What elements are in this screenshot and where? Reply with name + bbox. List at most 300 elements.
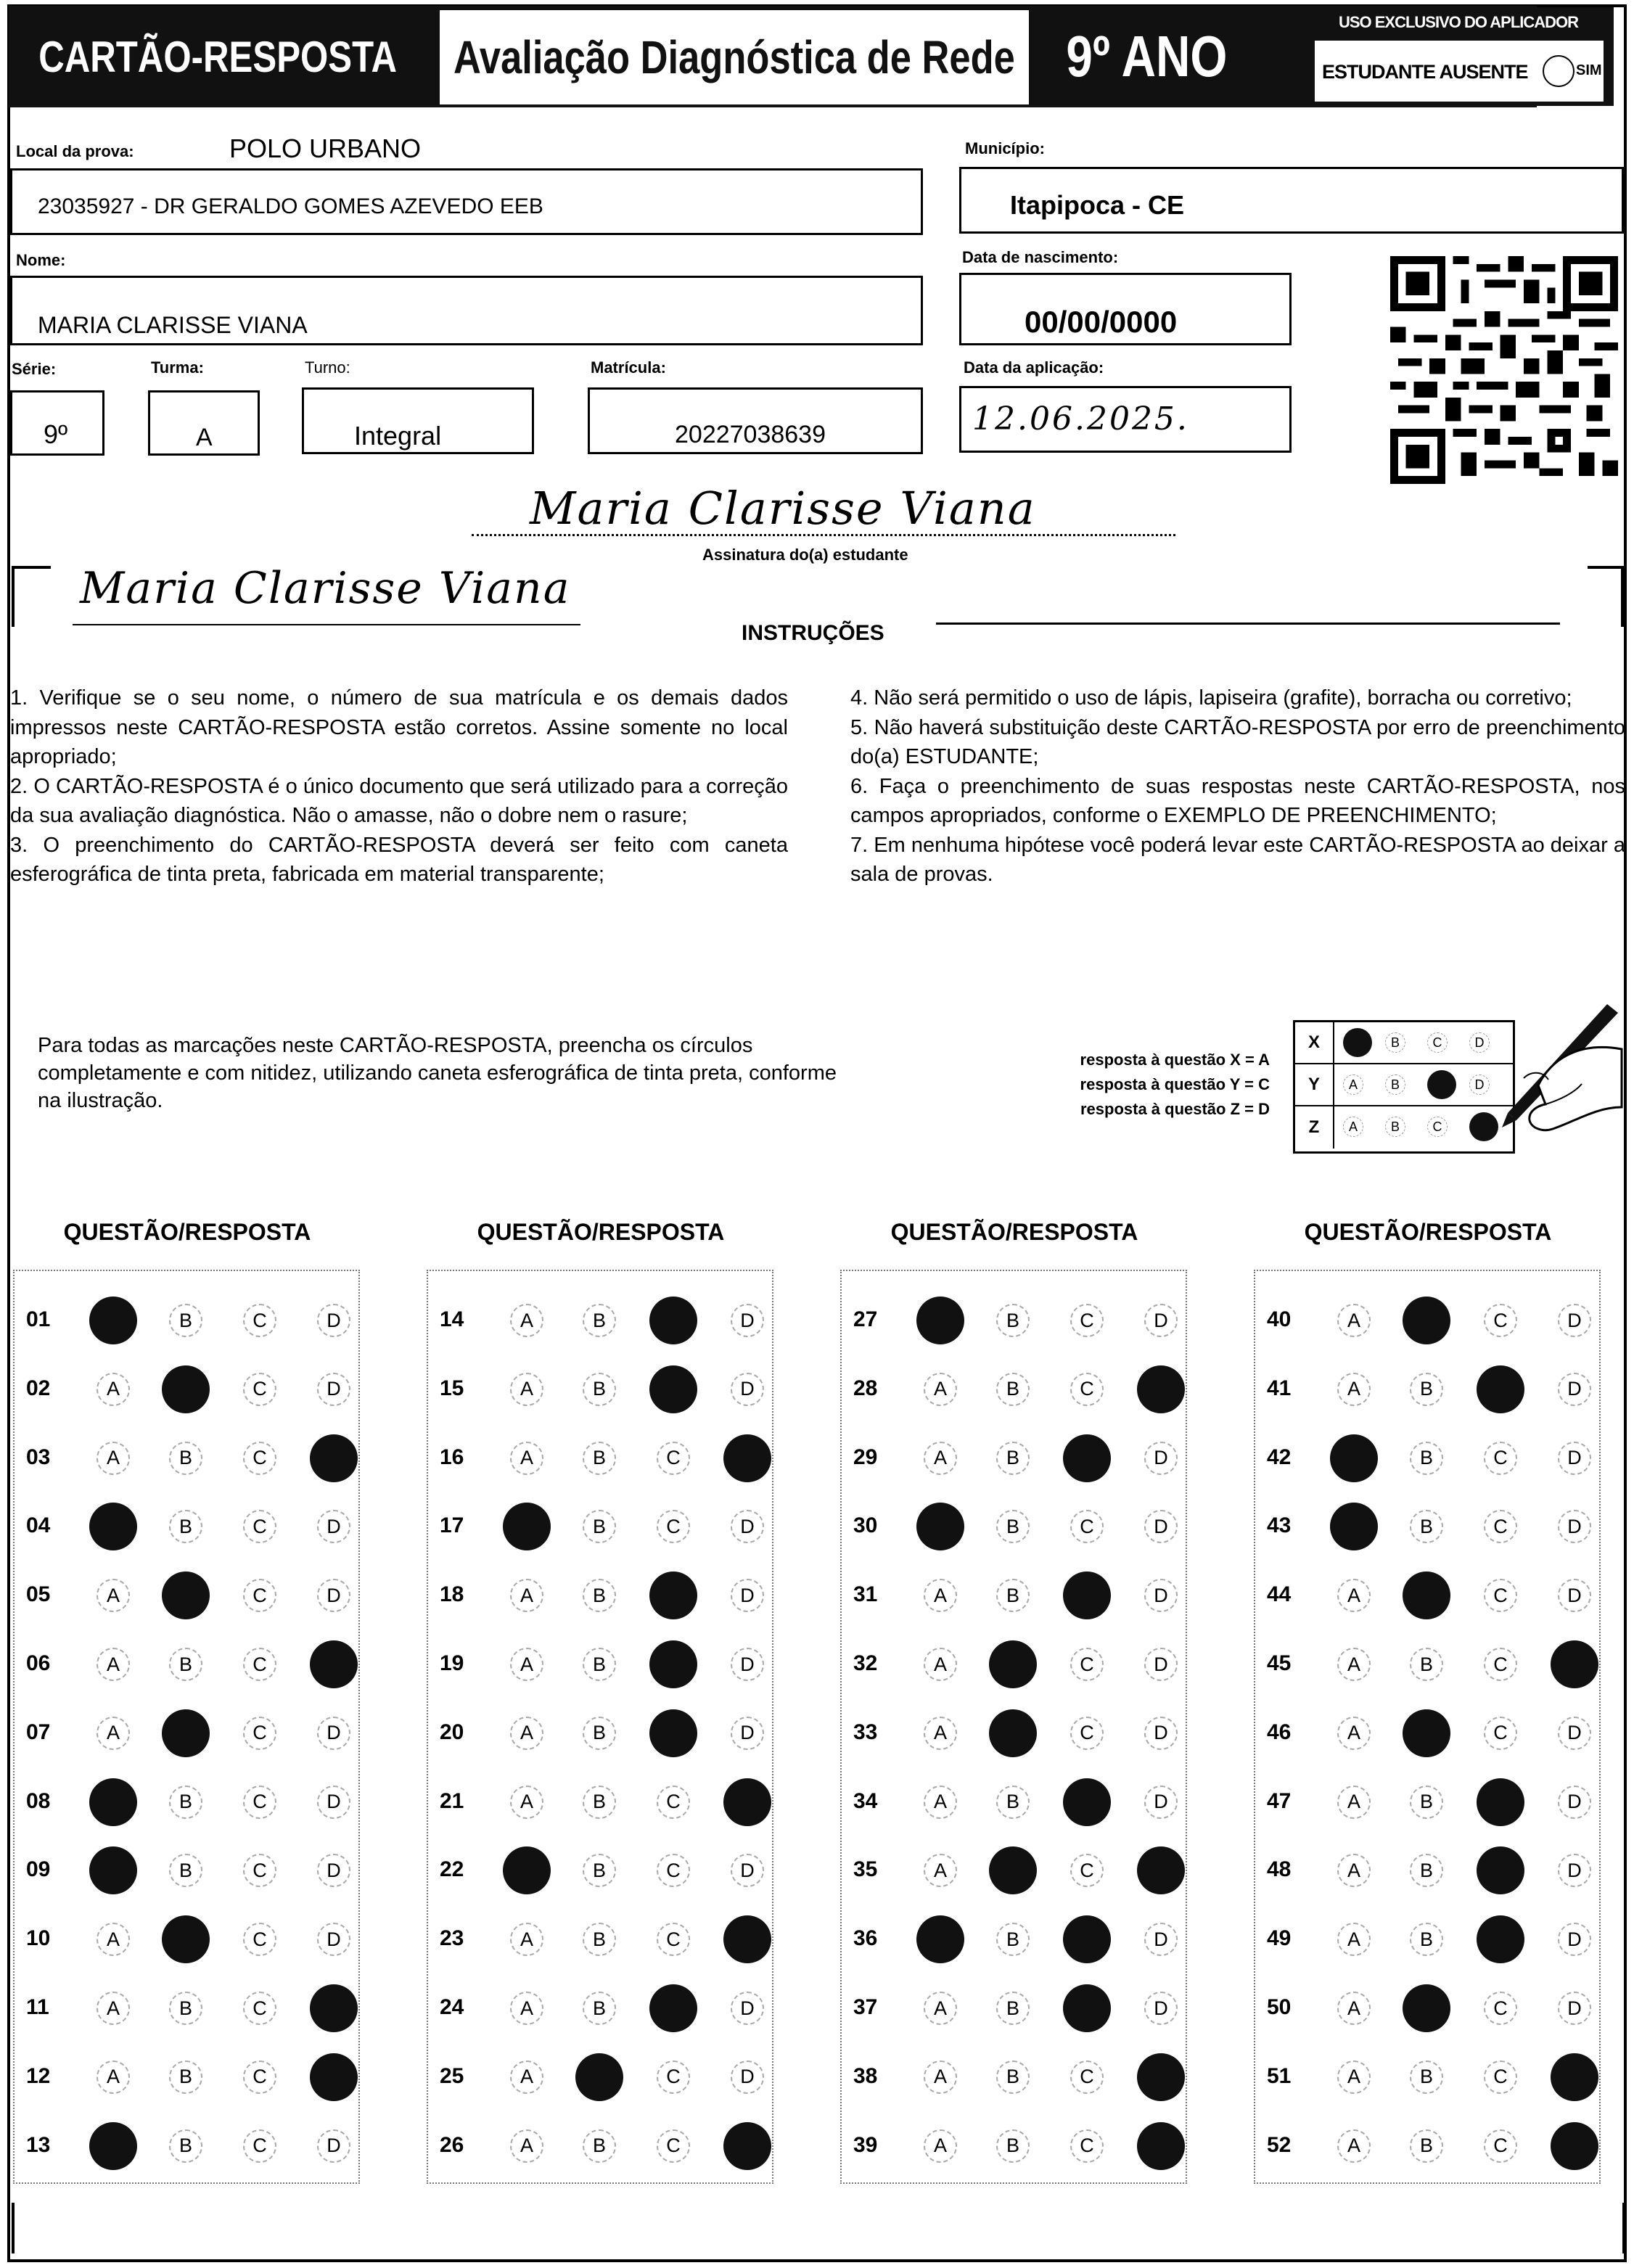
answer-bubble[interactable]: A (510, 2129, 543, 2163)
answer-bubble[interactable]: D (731, 1992, 764, 2025)
nascimento-value: 00/00/0000 (1025, 305, 1178, 339)
example-line-z: resposta à questão Z = D (1080, 1100, 1270, 1118)
example-bubble: C (1427, 1117, 1448, 1137)
answer-bubble-filled[interactable] (503, 1503, 551, 1550)
answer-bubble[interactable]: C (1070, 2060, 1104, 2094)
answer-bubble[interactable]: B (1410, 2060, 1443, 2094)
signature-caption: Assinatura do(a) estudante (702, 546, 908, 564)
answer-bubble[interactable]: B (583, 1786, 616, 1819)
answer-bubble-filled[interactable] (89, 1503, 137, 1550)
answer-bubble[interactable]: D (1558, 1786, 1591, 1819)
answer-bubble[interactable]: A (1337, 1373, 1371, 1406)
example-bubble-filled (1427, 1070, 1456, 1099)
answer-bubble[interactable]: C (243, 1854, 276, 1887)
answer-bubble[interactable]: B (583, 1304, 616, 1337)
answer-bubble[interactable]: A (924, 1854, 957, 1887)
answer-bubble[interactable]: B (1410, 1373, 1443, 1406)
answer-bubble[interactable]: B (1410, 1854, 1443, 1887)
answer-bubble[interactable]: D (731, 1373, 764, 1406)
answer-bubble[interactable]: B (583, 1923, 616, 1956)
answer-bubble[interactable]: B (996, 1304, 1030, 1337)
municipio-value: Itapipoca - CE (1010, 190, 1185, 220)
example-bubble: B (1385, 1075, 1405, 1095)
answer-bubble[interactable]: C (1070, 1717, 1104, 1750)
question-number: 30 (853, 1513, 878, 1538)
nome-value: MARIA CLARISSE VIANA (38, 312, 308, 338)
answer-bubble[interactable]: A (924, 1648, 957, 1681)
answer-bubble[interactable]: A (1337, 1717, 1371, 1750)
example-line-x: resposta à questão X = A (1080, 1051, 1270, 1069)
answer-bubble-filled[interactable] (649, 1709, 697, 1757)
answer-bubble[interactable]: C (1484, 1648, 1517, 1681)
answer-bubble[interactable]: D (731, 1648, 764, 1681)
answer-bubble[interactable]: A (97, 1648, 130, 1681)
question-number: 01 (26, 1307, 51, 1331)
fill-note: Para todas as marcações neste CARTÃO-RESPOSTA, preencha os círculos completamente e com nitidez, utilizando caneta esferográfica de tinta preta, conforme na ilustração. (38, 1034, 837, 1112)
answer-bubble[interactable]: A (924, 1373, 957, 1406)
answer-bubble-filled[interactable] (723, 2122, 771, 2170)
answer-bubble-filled[interactable] (1137, 1365, 1185, 1413)
turno-value: Integral (354, 421, 442, 451)
question-number: 47 (1267, 1788, 1292, 1813)
answer-bubble[interactable]: A (924, 1579, 957, 1612)
answer-bubble[interactable]: B (169, 2129, 202, 2163)
answer-bubble[interactable]: B (996, 1579, 1030, 1612)
answer-bubble[interactable]: C (243, 1786, 276, 1819)
answer-bubble-filled[interactable] (1137, 2122, 1185, 2170)
answer-bubble[interactable]: B (583, 1992, 616, 2025)
answer-bubble[interactable]: B (169, 1992, 202, 2025)
answer-bubble-filled[interactable] (723, 1915, 771, 1963)
answer-bubble[interactable]: A (97, 1923, 130, 1956)
instr-rule-right (936, 623, 1560, 625)
student-signature: Maria Clarisse Viana (530, 482, 1036, 535)
matricula-label: Matrícula: (591, 358, 666, 377)
question-number: 41 (1267, 1376, 1292, 1400)
answer-bubble-filled[interactable] (1403, 1709, 1450, 1757)
answer-bubble[interactable]: B (1410, 1923, 1443, 1956)
answer-bubble[interactable]: D (1144, 1992, 1178, 2025)
question-number: 09 (26, 1857, 51, 1882)
answer-bubble[interactable]: A (510, 1373, 543, 1406)
answer-bubble-filled[interactable] (1477, 1365, 1524, 1413)
answer-bubble[interactable]: A (97, 1579, 130, 1612)
example-bubble: B (1385, 1032, 1405, 1053)
question-number: 28 (853, 1376, 878, 1400)
answer-bubble[interactable]: B (996, 1510, 1030, 1543)
answer-bubble[interactable]: A (924, 2060, 957, 2094)
answer-bubble[interactable]: C (657, 1854, 690, 1887)
answer-bubble[interactable]: D (1558, 1579, 1591, 1612)
example-bubble: B (1385, 1117, 1405, 1137)
instructions-title: INSTRUÇÕES (742, 621, 884, 645)
column-header: QUESTÃO/RESPOSTA (890, 1219, 1138, 1245)
nome-label: Nome: (16, 251, 66, 269)
answer-bubble[interactable]: D (731, 1510, 764, 1543)
answer-bubble-filled[interactable] (89, 1778, 137, 1826)
answer-bubble[interactable]: B (169, 1786, 202, 1819)
question-number: 52 (1267, 2132, 1292, 2157)
answer-bubble[interactable]: A (1337, 1992, 1371, 2025)
question-number: 43 (1267, 1513, 1292, 1538)
question-number: 49 (1267, 1926, 1292, 1951)
answer-bubble-filled[interactable] (1137, 1846, 1185, 1894)
answer-bubble-filled[interactable] (1137, 2053, 1185, 2101)
answer-bubble[interactable]: C (243, 1648, 276, 1681)
answer-bubble[interactable]: A (97, 1717, 130, 1750)
answer-bubble-filled[interactable] (1063, 1915, 1111, 1963)
answer-bubble[interactable]: A (1337, 1923, 1371, 1956)
example-row-label: Z (1295, 1106, 1334, 1149)
answer-bubble[interactable]: B (169, 2060, 202, 2094)
answer-bubble[interactable]: A (1337, 1854, 1371, 1887)
answer-bubble[interactable]: A (97, 1442, 130, 1475)
question-number: 11 (26, 1995, 49, 2019)
answer-bubble[interactable]: A (510, 2060, 543, 2094)
answer-bubble[interactable]: C (657, 1786, 690, 1819)
answer-bubble-filled[interactable] (916, 1503, 964, 1550)
column-header: QUESTÃO/RESPOSTA (477, 1219, 725, 1245)
instruction-2: 2. O CARTÃO-RESPOSTA é o único documento que será utilizado para a correção da sua avaliação diagnóstica. Não o amasse, não o dobre nem o rasure; (10, 774, 788, 827)
question-number: 23 (440, 1926, 464, 1951)
answer-bubble-filled[interactable] (1477, 1778, 1524, 1826)
question-number: 21 (440, 1788, 464, 1813)
answer-bubble-filled[interactable] (723, 1434, 771, 1482)
answer-bubble[interactable]: B (169, 1854, 202, 1887)
column-header: QUESTÃO/RESPOSTA (1304, 1219, 1552, 1245)
answer-bubble-filled[interactable] (723, 1778, 771, 1826)
answer-bubble[interactable]: A (924, 2129, 957, 2163)
question-number: 15 (440, 1376, 464, 1400)
answer-bubble[interactable]: A (924, 1992, 957, 2025)
answer-bubble[interactable]: B (583, 1442, 616, 1475)
answer-bubble-filled[interactable] (916, 1915, 964, 1963)
example-bubble: C (1427, 1032, 1448, 1053)
answer-bubble-filled[interactable] (1403, 1297, 1450, 1344)
answer-bubble[interactable]: D (1144, 1442, 1178, 1475)
instruction-3: 3. O preenchimento do CARTÃO-RESPOSTA deverá ser feito com caneta esferográfica de tinta preta, fabricada em material transparente; (10, 833, 788, 886)
answer-bubble[interactable]: C (1484, 1579, 1517, 1612)
answer-bubble[interactable]: C (243, 1717, 276, 1750)
answer-bubble-filled[interactable] (1063, 1434, 1111, 1482)
question-number: 46 (1267, 1720, 1292, 1744)
answer-bubble[interactable]: D (1144, 1304, 1178, 1337)
answer-bubble[interactable]: C (657, 2129, 690, 2163)
answer-bubble[interactable]: D (317, 1510, 350, 1543)
example-bubble: D (1469, 1075, 1490, 1095)
answer-bubble[interactable]: C (243, 1992, 276, 2025)
answer-bubble-filled[interactable] (1477, 1915, 1524, 1963)
question-number: 05 (26, 1582, 51, 1607)
school-value: 23035927 - DR GERALDO GOMES AZEVEDO EEB (38, 194, 543, 218)
answer-bubble[interactable]: C (1070, 1854, 1104, 1887)
answer-bubble[interactable]: B (996, 1373, 1030, 1406)
answer-bubble[interactable]: C (243, 1510, 276, 1543)
answer-bubble[interactable]: B (583, 1717, 616, 1750)
answer-bubble-filled[interactable] (310, 1984, 358, 2032)
answer-bubble[interactable]: D (317, 1579, 350, 1612)
answer-bubble[interactable]: D (317, 1717, 350, 1750)
answer-bubble[interactable]: C (243, 1923, 276, 1956)
question-number: 36 (853, 1926, 878, 1951)
answer-bubble-filled[interactable] (1551, 2053, 1598, 2101)
answer-bubble[interactable]: C (1484, 1992, 1517, 2025)
instruction-4: 4. Não será permitido o uso de lápis, lapiseira (grafite), borracha ou corretivo; (850, 686, 1572, 710)
example-legend (1030, 1048, 1270, 1122)
answer-bubble[interactable]: D (731, 1579, 764, 1612)
answer-bubble-filled[interactable] (1551, 1640, 1598, 1688)
answer-bubble[interactable]: C (1484, 1510, 1517, 1543)
answer-bubble[interactable]: B (583, 1510, 616, 1543)
answer-bubble[interactable]: A (1337, 1786, 1371, 1819)
instructions-right (850, 683, 1625, 889)
answer-bubble[interactable]: B (583, 1579, 616, 1612)
answer-bubble-filled[interactable] (649, 1984, 697, 2032)
answer-bubble-filled[interactable] (989, 1640, 1037, 1688)
question-number: 04 (26, 1513, 51, 1538)
question-number: 44 (1267, 1582, 1292, 1607)
question-number: 18 (440, 1582, 464, 1607)
aplicacao-value: 12.06.2025. (972, 400, 1189, 437)
answer-bubble-filled[interactable] (649, 1365, 697, 1413)
answer-bubble[interactable]: C (1484, 1304, 1517, 1337)
answer-bubble[interactable]: C (1484, 1717, 1517, 1750)
turma-value: A (196, 424, 213, 451)
answer-bubble[interactable]: D (731, 1854, 764, 1887)
answer-bubble[interactable]: C (1484, 2060, 1517, 2094)
answer-bubble[interactable]: A (1337, 1579, 1371, 1612)
answer-bubble[interactable]: B (996, 1992, 1030, 2025)
answer-bubble[interactable]: C (657, 1510, 690, 1543)
question-number: 51 (1267, 2063, 1292, 2088)
question-number: 06 (26, 1651, 51, 1675)
answer-bubble[interactable]: C (657, 1923, 690, 1956)
answer-bubble-filled[interactable] (310, 1640, 358, 1688)
answer-bubble[interactable]: B (996, 1786, 1030, 1819)
example-bubble: D (1469, 1032, 1490, 1053)
answer-bubble[interactable]: B (583, 2129, 616, 2163)
answer-bubble[interactable]: D (1144, 1579, 1178, 1612)
answer-bubble[interactable]: A (510, 1717, 543, 1750)
answer-bubble[interactable]: D (1558, 1854, 1591, 1887)
answer-bubble[interactable]: B (169, 1648, 202, 1681)
question-number: 45 (1267, 1651, 1292, 1675)
answer-bubble[interactable]: B (1410, 1510, 1443, 1543)
answer-bubble[interactable]: A (510, 1923, 543, 1956)
answer-bubble[interactable]: A (510, 1786, 543, 1819)
nascimento-label: Data de nascimento: (962, 248, 1119, 266)
answer-bubble[interactable]: D (1558, 1373, 1591, 1406)
answer-bubble[interactable]: A (510, 1648, 543, 1681)
question-number: 38 (853, 2063, 878, 2088)
answer-bubble[interactable]: A (510, 1442, 543, 1475)
answer-bubble[interactable]: D (317, 2129, 350, 2163)
qr-code (1390, 254, 1618, 486)
answer-bubble[interactable]: D (1558, 1442, 1591, 1475)
instruction-6: 6. Faça o preenchimento de suas respostas neste CARTÃO-RESPOSTA, nos campos apropriados, conforme o EXEMPLO DE PREENCHIMENTO; (850, 774, 1625, 827)
question-number: 19 (440, 1651, 464, 1675)
answer-bubble[interactable]: A (924, 1717, 957, 1750)
question-number: 24 (440, 1995, 464, 2019)
answer-bubble[interactable]: C (1070, 1648, 1104, 1681)
question-number: 12 (26, 2063, 51, 2088)
question-number: 22 (440, 1857, 464, 1882)
answer-bubble-filled[interactable] (162, 1365, 210, 1413)
answer-bubble[interactable]: A (1337, 1304, 1371, 1337)
answer-bubble[interactable]: B (169, 1304, 202, 1337)
answer-bubble[interactable]: A (924, 1442, 957, 1475)
answer-bubble-filled[interactable] (89, 2122, 137, 2170)
answer-bubble[interactable]: C (1484, 1442, 1517, 1475)
answer-bubble[interactable]: A (1337, 1648, 1371, 1681)
answer-bubble[interactable]: C (243, 1442, 276, 1475)
example-row-label: Y (1295, 1064, 1334, 1105)
serie-value: 9º (44, 419, 68, 449)
answer-bubble[interactable]: B (996, 1442, 1030, 1475)
question-number: 34 (853, 1788, 878, 1813)
answer-bubble[interactable]: B (1410, 1442, 1443, 1475)
answer-bubble[interactable]: D (317, 1854, 350, 1887)
answer-bubble[interactable]: B (583, 1648, 616, 1681)
answer-bubble[interactable]: B (583, 1854, 616, 1887)
question-number: 40 (1267, 1307, 1292, 1331)
answer-bubble[interactable]: C (657, 2060, 690, 2094)
pen-hand-illustration (1473, 998, 1625, 1143)
answer-bubble[interactable]: D (1558, 1510, 1591, 1543)
answer-bubble-filled[interactable] (916, 1297, 964, 1344)
answer-bubble-filled[interactable] (503, 1846, 551, 1894)
answer-bubble[interactable]: B (996, 2060, 1030, 2094)
answer-bubble-filled[interactable] (162, 1571, 210, 1619)
answer-bubble-filled[interactable] (89, 1297, 137, 1344)
aplicacao-label: Data da aplicação: (964, 358, 1104, 377)
answer-bubble-filled[interactable] (649, 1571, 697, 1619)
answer-bubble[interactable]: D (317, 1373, 350, 1406)
answer-bubble[interactable]: C (1070, 1510, 1104, 1543)
answer-bubble[interactable]: A (97, 2060, 130, 2094)
answer-bubble[interactable]: D (317, 1786, 350, 1819)
question-number: 20 (440, 1720, 464, 1744)
question-number: 14 (440, 1307, 464, 1331)
card-title: CARTÃO-RESPOSTA (15, 12, 421, 102)
question-number: 29 (853, 1445, 878, 1469)
answer-bubble[interactable]: B (583, 1373, 616, 1406)
example-bubble: A (1343, 1117, 1363, 1137)
answer-bubble-filled[interactable] (162, 1709, 210, 1757)
signature-underline-2 (73, 624, 580, 625)
answer-bubble-filled[interactable] (310, 1434, 358, 1482)
answer-bubble[interactable]: C (1070, 2129, 1104, 2163)
answer-bubble-filled[interactable] (989, 1846, 1037, 1894)
answer-bubble[interactable]: C (1070, 1373, 1104, 1406)
answer-bubble-filled[interactable] (1403, 1571, 1450, 1619)
answer-bubble[interactable]: D (1558, 1304, 1591, 1337)
answer-bubble[interactable]: D (1144, 1786, 1178, 1819)
answer-bubble[interactable]: D (1144, 1717, 1178, 1750)
answer-bubble[interactable]: B (1410, 2129, 1443, 2163)
matricula-value: 20227038639 (675, 421, 826, 448)
answer-bubble[interactable]: A (1337, 2129, 1371, 2163)
answer-bubble[interactable]: D (317, 1923, 350, 1956)
answer-bubble[interactable]: B (996, 1923, 1030, 1956)
answer-bubble[interactable]: B (996, 2129, 1030, 2163)
answer-bubble[interactable]: A (1337, 2060, 1371, 2094)
answer-bubble-filled[interactable] (89, 1846, 137, 1894)
answer-bubble[interactable]: C (243, 2060, 276, 2094)
answer-bubble-filled[interactable] (989, 1709, 1037, 1757)
answer-bubble-filled[interactable] (1330, 1434, 1378, 1482)
second-signature: Maria Clarisse Viana (80, 563, 571, 614)
question-number: 26 (440, 2132, 464, 2157)
answer-bubble-filled[interactable] (1330, 1503, 1378, 1550)
bottom-corner-left (12, 2203, 44, 2253)
answer-bubble[interactable]: D (1144, 1648, 1178, 1681)
answer-bubble-filled[interactable] (1063, 1571, 1111, 1619)
answer-bubble[interactable]: C (243, 1373, 276, 1406)
answer-bubble-filled[interactable] (1063, 1984, 1111, 2032)
exam-title: Avaliação Diagnóstica de Rede (440, 10, 1029, 104)
answer-bubble[interactable]: A (510, 1992, 543, 2025)
answer-bubble[interactable]: A (510, 1304, 543, 1337)
answer-bubble[interactable]: D (1558, 1717, 1591, 1750)
answer-bubble[interactable]: D (731, 1717, 764, 1750)
answer-bubble[interactable]: A (510, 1579, 543, 1612)
answer-bubble[interactable]: D (1144, 1923, 1178, 1956)
answer-bubble[interactable]: D (1144, 1510, 1178, 1543)
instr-corner-tr (1588, 566, 1624, 627)
answer-bubble-filled[interactable] (162, 1915, 210, 1963)
column-header: QUESTÃO/RESPOSTA (63, 1219, 311, 1245)
answer-bubble-filled[interactable] (1403, 1984, 1450, 2032)
answer-bubble[interactable]: D (731, 1304, 764, 1337)
answer-bubble[interactable]: C (243, 2129, 276, 2163)
answer-bubble[interactable]: D (317, 1304, 350, 1337)
answer-bubble-filled[interactable] (310, 2053, 358, 2101)
question-number: 08 (26, 1788, 51, 1813)
question-number: 31 (853, 1582, 878, 1607)
answer-bubble[interactable]: D (1558, 1992, 1591, 2025)
turma-label: Turma: (151, 358, 204, 377)
answer-bubble[interactable]: C (1484, 2129, 1517, 2163)
answer-bubble[interactable]: D (1558, 1923, 1591, 1956)
example-bubble: A (1343, 1075, 1363, 1095)
answer-bubble-filled[interactable] (1063, 1778, 1111, 1826)
answer-bubble[interactable]: D (731, 2060, 764, 2094)
answer-bubble-filled[interactable] (1477, 1846, 1524, 1894)
local-label: Local da prova: (16, 142, 134, 160)
question-number: 42 (1267, 1445, 1292, 1469)
answer-bubble-filled[interactable] (1551, 2122, 1598, 2170)
answer-bubble[interactable]: C (657, 1442, 690, 1475)
answer-bubble-filled[interactable] (649, 1640, 697, 1688)
answer-bubble[interactable]: C (243, 1304, 276, 1337)
answer-bubble[interactable]: A (97, 1992, 130, 2025)
answer-bubble[interactable]: B (1410, 1648, 1443, 1681)
applicator-box-title: USO EXCLUSIVO DO APLICADOR (1338, 13, 1579, 31)
example-bubble-filled (1343, 1028, 1372, 1057)
answer-bubble[interactable]: B (169, 1510, 202, 1543)
answer-bubble[interactable]: C (1070, 1304, 1104, 1337)
answer-bubble[interactable]: A (924, 1786, 957, 1819)
answer-bubble[interactable]: B (1410, 1786, 1443, 1819)
answer-bubble[interactable]: C (243, 1579, 276, 1612)
question-number: 32 (853, 1651, 878, 1675)
answer-bubble[interactable]: B (169, 1442, 202, 1475)
absent-bubble[interactable] (1543, 55, 1575, 87)
answer-bubble-filled[interactable] (649, 1297, 697, 1344)
answer-bubble-filled[interactable] (575, 2053, 623, 2101)
answer-bubble[interactable]: A (97, 1373, 130, 1406)
